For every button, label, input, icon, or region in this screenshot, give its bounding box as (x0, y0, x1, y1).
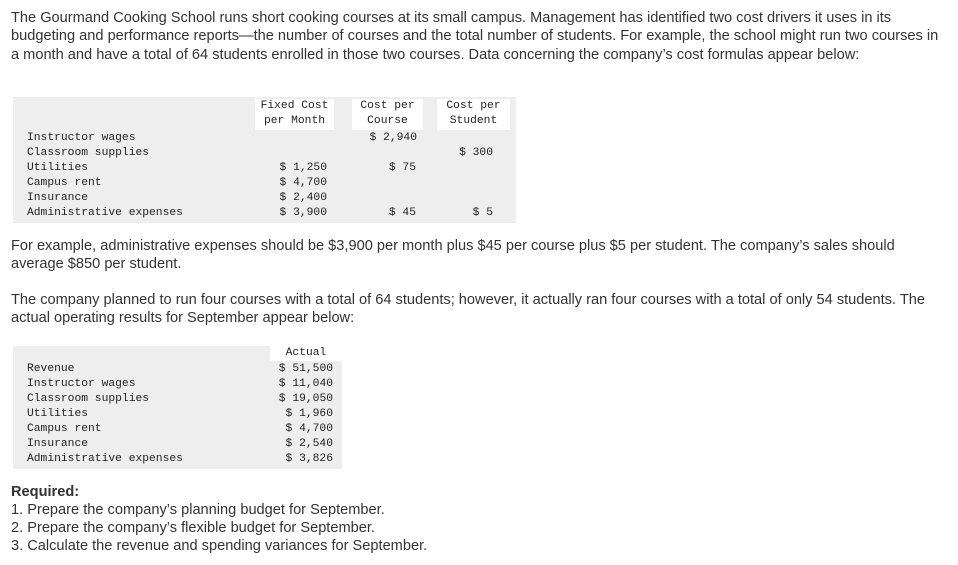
actual-value-classroom-supplies: $ 19,050 (278, 393, 333, 405)
required-item-3: 3. Calculate the revenue and spending variances for September. (11, 538, 428, 554)
row-label-campus-rent: Campus rent (27, 177, 102, 189)
cell-classroom-supplies-student: $ 300 (459, 147, 493, 159)
required-title: Required: (11, 484, 80, 500)
actual-label-administrative-expenses: Administrative expenses (27, 453, 183, 465)
header-cost-per-student: Cost per Student (437, 99, 510, 130)
cell-administrative-expenses-student: $ 5 (472, 207, 493, 219)
cell-instructor-wages-course: $ 2,940 (369, 132, 417, 144)
cell-administrative-expenses-fixed: $ 3,900 (279, 207, 327, 219)
actual-value-revenue: $ 51,500 (278, 363, 333, 375)
actual-value-administrative-expenses: $ 3,826 (285, 453, 333, 465)
actual-value-utilities: $ 1,960 (285, 408, 333, 420)
planned-paragraph: The company planned to run four courses with a total of 64 students; however, it actually ran four courses with a total of only 54 students. The actual operating results for September appear below: (11, 292, 925, 327)
cell-utilities-course: $ 75 (388, 162, 416, 174)
header-fixed-cost: Fixed Cost per Month (255, 99, 334, 130)
row-label-instructor-wages: Instructor wages (27, 132, 136, 144)
header-cost-per-course: Cost per Course (352, 99, 423, 130)
required-list (11, 501, 427, 555)
row-label-classroom-supplies: Classroom supplies (27, 147, 150, 159)
cell-administrative-expenses-course: $ 45 (388, 207, 416, 219)
actual-label-instructor-wages: Instructor wages (27, 378, 136, 390)
actual-label-revenue: Revenue (27, 363, 75, 375)
actual-results-table (13, 346, 342, 469)
required-item-1: 1. Prepare the company’s planning budget for September. (11, 502, 385, 518)
actual-label-insurance: Insurance (27, 438, 89, 450)
actual-value-campus-rent: $ 4,700 (285, 423, 333, 435)
actual-value-insurance: $ 2,540 (285, 438, 333, 450)
cell-utilities-fixed: $ 1,250 (279, 162, 327, 174)
row-label-utilities: Utilities (27, 162, 89, 174)
cell-insurance-fixed: $ 2,400 (279, 192, 327, 204)
actual-label-utilities: Utilities (27, 408, 89, 420)
row-label-insurance: Insurance (27, 192, 89, 204)
required-item-2: 2. Prepare the company’s flexible budget for September. (11, 520, 375, 536)
example-paragraph: For example, administrative expenses should be $3,900 per month plus $45 per course plus $5 per student. The company’s sales should average $850 per student. (11, 238, 895, 273)
row-label-administrative-expenses: Administrative expenses (27, 207, 183, 219)
cost-formula-table (13, 97, 516, 223)
cell-campus-rent-fixed: $ 4,700 (279, 177, 327, 189)
actual-label-classroom-supplies: Classroom supplies (27, 393, 150, 405)
actual-label-campus-rent: Campus rent (27, 423, 102, 435)
header-actual: Actual (270, 346, 342, 361)
intro-paragraph: The Gourmand Cooking School runs short cooking courses at its small campus. Management has identified two cost drivers it uses in its budgeting and performance reports—the number of courses and the total number of students. For example, the school might run two courses in a month and have a total of 64 students enrolled in those two courses. Data concerning the company’s cost formulas appear below: (11, 10, 939, 63)
actual-value-instructor-wages: $ 11,040 (278, 378, 333, 390)
